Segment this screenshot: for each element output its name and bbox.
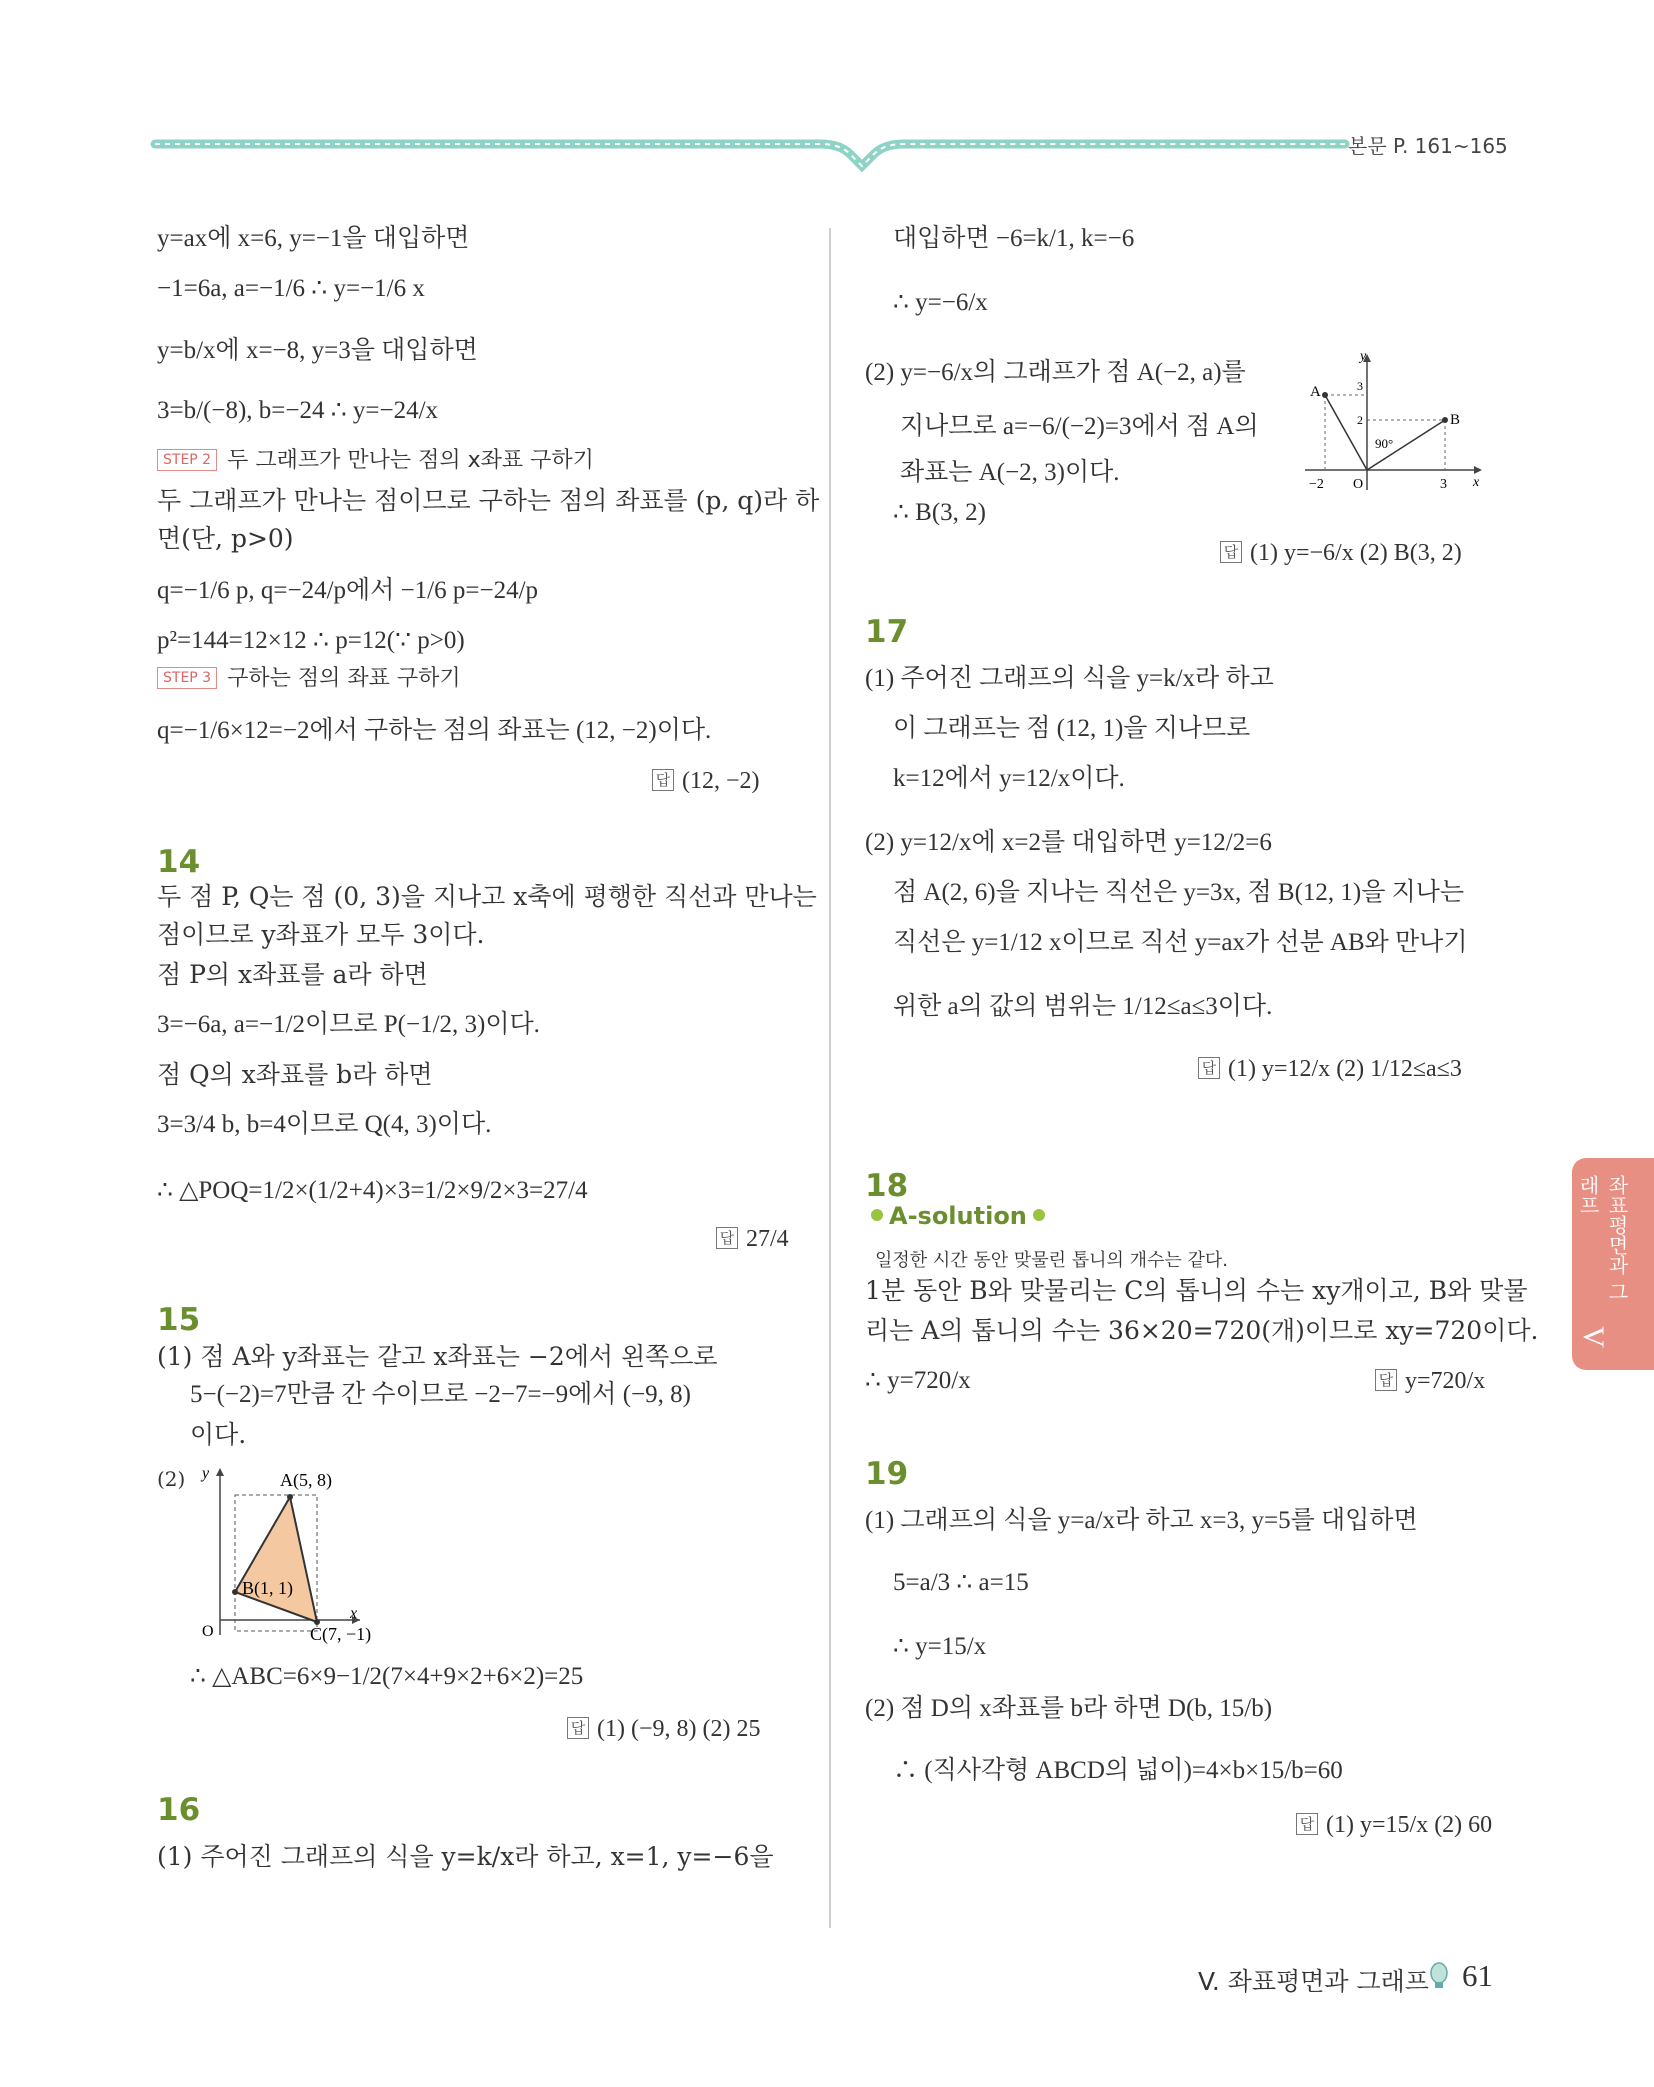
answer bbox=[1375, 1364, 1485, 1398]
answer-icon: 답 bbox=[1198, 1057, 1220, 1079]
answer bbox=[716, 1222, 789, 1256]
answer-icon: 답 bbox=[1220, 541, 1242, 563]
text-line: 1분 동안 B와 맞물리는 C의 톱니의 수는 xy개이고, B와 맞물 bbox=[865, 1276, 1528, 1305]
answer-text: (12, −2) bbox=[682, 768, 760, 794]
text-line: (2) y=12/x에 x=2를 대입하면 y=12/2=6 bbox=[865, 829, 1272, 856]
angle-label: 90° bbox=[1375, 436, 1394, 451]
problem-number: 16 bbox=[157, 1792, 201, 1828]
point-label-b: B(1, 1) bbox=[242, 1578, 293, 1598]
answer bbox=[1198, 1052, 1462, 1086]
bullet-dot-icon bbox=[871, 1209, 883, 1221]
text-line: 리는 A의 톱니의 수는 36×20=720(개)이므로 xy=720이다. bbox=[865, 1316, 1539, 1345]
axis-label-x: x bbox=[350, 1605, 358, 1622]
point-label-c: C(7, −1) bbox=[310, 1624, 372, 1644]
step-badge: STEP 2 bbox=[157, 449, 217, 471]
axis-label-y: y bbox=[202, 1465, 210, 1482]
point-label-a: A(5, 8) bbox=[280, 1470, 332, 1490]
text-line: 점 A(2, 6)을 지나는 직선은 y=3x, 점 B(12, 1)을 지나는 bbox=[893, 879, 1465, 906]
answer bbox=[567, 1712, 761, 1746]
step-badge: STEP 3 bbox=[157, 667, 217, 689]
step-heading bbox=[157, 664, 461, 694]
answer-text: 27/4 bbox=[746, 1226, 789, 1252]
a-solution-heading bbox=[865, 1202, 1051, 1230]
origin-label: O bbox=[1353, 477, 1364, 492]
origin-label: O bbox=[202, 1623, 214, 1640]
text-line: 5=a/3 ∴ a=15 bbox=[893, 1569, 1029, 1596]
page-number: 61 bbox=[1462, 1958, 1493, 1993]
answer-text: (1) y=12/x (2) 1/12≤a≤3 bbox=[1228, 1056, 1462, 1082]
answer-icon: 답 bbox=[567, 1717, 589, 1739]
point-label-a: A bbox=[1310, 384, 1321, 400]
header-band bbox=[150, 130, 1350, 180]
page-reference: 본문 P. 161~165 bbox=[1348, 134, 1508, 158]
text-line: 점이므로 y좌표가 모두 3이다. bbox=[157, 920, 485, 949]
step-heading bbox=[157, 446, 594, 476]
problem-number: 19 bbox=[865, 1456, 909, 1492]
text-line: 면(단, p>0) bbox=[157, 524, 294, 553]
text-line: 3=−6a, a=−1/2이므로 P(−1/2, 3)이다. bbox=[157, 1011, 540, 1038]
bullet-dot-icon bbox=[1033, 1209, 1045, 1221]
tick-label: −2 bbox=[1309, 477, 1324, 492]
text-line: (2) 점 D의 x좌표를 b라 하면 D(b, 15/b) bbox=[865, 1695, 1273, 1722]
text-line: ∴ (직사각형 ABCD의 넓이)=4×b×15/b=60 bbox=[893, 1757, 1343, 1784]
text-line: 이다. bbox=[190, 1420, 247, 1449]
answer-text: (1) y=15/x (2) 60 bbox=[1326, 1812, 1493, 1838]
step-title: 구하는 점의 좌표 구하기 bbox=[227, 666, 461, 691]
text-line: k=12에서 y=12/x이다. bbox=[893, 765, 1125, 792]
text-line: 점 P의 x좌표를 a라 하면 bbox=[157, 960, 428, 989]
problem-number: 18 bbox=[865, 1168, 909, 1204]
axis-label-x: x bbox=[1473, 475, 1480, 490]
chapter-side-tab-numeral: V bbox=[1576, 1326, 1610, 1348]
lightbulb-icon bbox=[1428, 1962, 1450, 1992]
answer-icon: 답 bbox=[1296, 1813, 1318, 1835]
text-line: (1) 주어진 그래프의 식을 y=k/x라 하고 bbox=[865, 665, 1274, 692]
text-line: 3=b/(−8), b=−24 ∴ y=−24/x bbox=[157, 397, 439, 424]
text-line: 직선은 y=1/12 x이므로 직선 y=ax가 선분 AB와 만나기 bbox=[893, 929, 1468, 956]
text-line: 5−(−2)=7만큼 간 수이므로 −2−7=−9에서 (−9, 8) bbox=[190, 1381, 691, 1408]
text-line: p²=144=12×12 ∴ p=12(∵ p>0) bbox=[157, 627, 465, 654]
answer-text: (1) (−9, 8) (2) 25 bbox=[597, 1716, 761, 1742]
answer-icon: 답 bbox=[716, 1227, 738, 1249]
answer bbox=[652, 764, 760, 798]
answer bbox=[1296, 1808, 1492, 1842]
text-line: ∴ B(3, 2) bbox=[893, 499, 986, 526]
text-line: 좌표는 A(−2, 3)이다. bbox=[900, 459, 1120, 486]
answer-text: (1) y=−6/x (2) B(3, 2) bbox=[1250, 540, 1462, 566]
text-line: ∴ y=720/x bbox=[865, 1367, 971, 1394]
hint-text: 일정한 시간 동안 맞물린 톱니의 개수는 같다. bbox=[875, 1250, 1229, 1271]
text-line: y=b/x에 x=−8, y=3을 대입하면 bbox=[157, 337, 478, 364]
text-line: 위한 a의 값의 범위는 1/12≤a≤3이다. bbox=[893, 993, 1273, 1020]
footer-chapter: V. 좌표평면과 그래프 bbox=[1198, 1967, 1429, 1996]
axis-label-y: y bbox=[1360, 350, 1367, 364]
problem-number: 14 bbox=[157, 844, 201, 880]
a-solution-label: A-solution bbox=[889, 1202, 1027, 1230]
answer-text: y=720/x bbox=[1405, 1368, 1486, 1394]
tick-label: 3 bbox=[1440, 477, 1447, 492]
text-line: (1) 점 A와 y좌표는 같고 x좌표는 −2에서 왼쪽으로 bbox=[157, 1342, 718, 1371]
text-line: (2) bbox=[157, 1467, 186, 1491]
text-line: ∴ △ABC=6×9−1/2(7×4+9×2+6×2)=25 bbox=[190, 1663, 584, 1690]
answer bbox=[1220, 536, 1462, 570]
text-line: 두 점 P, Q는 점 (0, 3)을 지나고 x축에 평행한 직선과 만나는 bbox=[157, 882, 817, 911]
text-line: 대입하면 −6=k/1, k=−6 bbox=[893, 225, 1135, 252]
text-line: y=ax에 x=6, y=−1을 대입하면 bbox=[157, 225, 470, 252]
column-divider bbox=[829, 228, 831, 1928]
answer-icon: 답 bbox=[652, 769, 674, 791]
text-line: 점 Q의 x좌표를 b라 하면 bbox=[157, 1060, 433, 1089]
text-line: (2) y=−6/x의 그래프가 점 A(−2, a)를 bbox=[865, 359, 1246, 386]
text-line: 두 그래프가 만나는 점이므로 구하는 점의 좌표를 (p, q)라 하 bbox=[157, 486, 820, 515]
problem-number: 15 bbox=[157, 1302, 201, 1338]
chapter-side-tab-label: 좌표평면과 그래프 bbox=[1576, 1175, 1629, 1302]
text-line: ∴ △POQ=1/2×(1/2+4)×3=1/2×9/2×3=27/4 bbox=[157, 1177, 588, 1204]
text-line: ∴ y=−6/x bbox=[893, 289, 988, 316]
text-line: (1) 주어진 그래프의 식을 y=k/x라 하고, x=1, y=−6을 bbox=[157, 1842, 774, 1871]
hyperbola-graph bbox=[1295, 350, 1490, 495]
step-title: 두 그래프가 만나는 점의 x좌표 구하기 bbox=[227, 448, 594, 473]
tick-label: 3 bbox=[1357, 379, 1363, 393]
text-line: ∴ y=15/x bbox=[893, 1633, 987, 1660]
text-line: (1) 그래프의 식을 y=a/x라 하고 x=3, y=5를 대입하면 bbox=[865, 1507, 1418, 1534]
text-line: q=−1/6 p, q=−24/p에서 −1/6 p=−24/p bbox=[157, 577, 539, 604]
triangle-graph bbox=[180, 1460, 420, 1650]
text-line: 지나므로 a=−6/(−2)=3에서 점 A의 bbox=[900, 413, 1259, 440]
text-line: 이 그래프는 점 (12, 1)을 지나므로 bbox=[893, 715, 1251, 742]
point-label-b: B bbox=[1450, 412, 1461, 428]
text-line: −1=6a, a=−1/6 ∴ y=−1/6 x bbox=[157, 275, 425, 302]
answer-icon: 답 bbox=[1375, 1369, 1397, 1391]
problem-number: 17 bbox=[865, 614, 909, 650]
text-line: q=−1/6×12=−2에서 구하는 점의 좌표는 (12, −2)이다. bbox=[157, 717, 712, 744]
text-line: 3=3/4 b, b=4이므로 Q(4, 3)이다. bbox=[157, 1111, 492, 1138]
tick-label: 2 bbox=[1357, 413, 1363, 427]
